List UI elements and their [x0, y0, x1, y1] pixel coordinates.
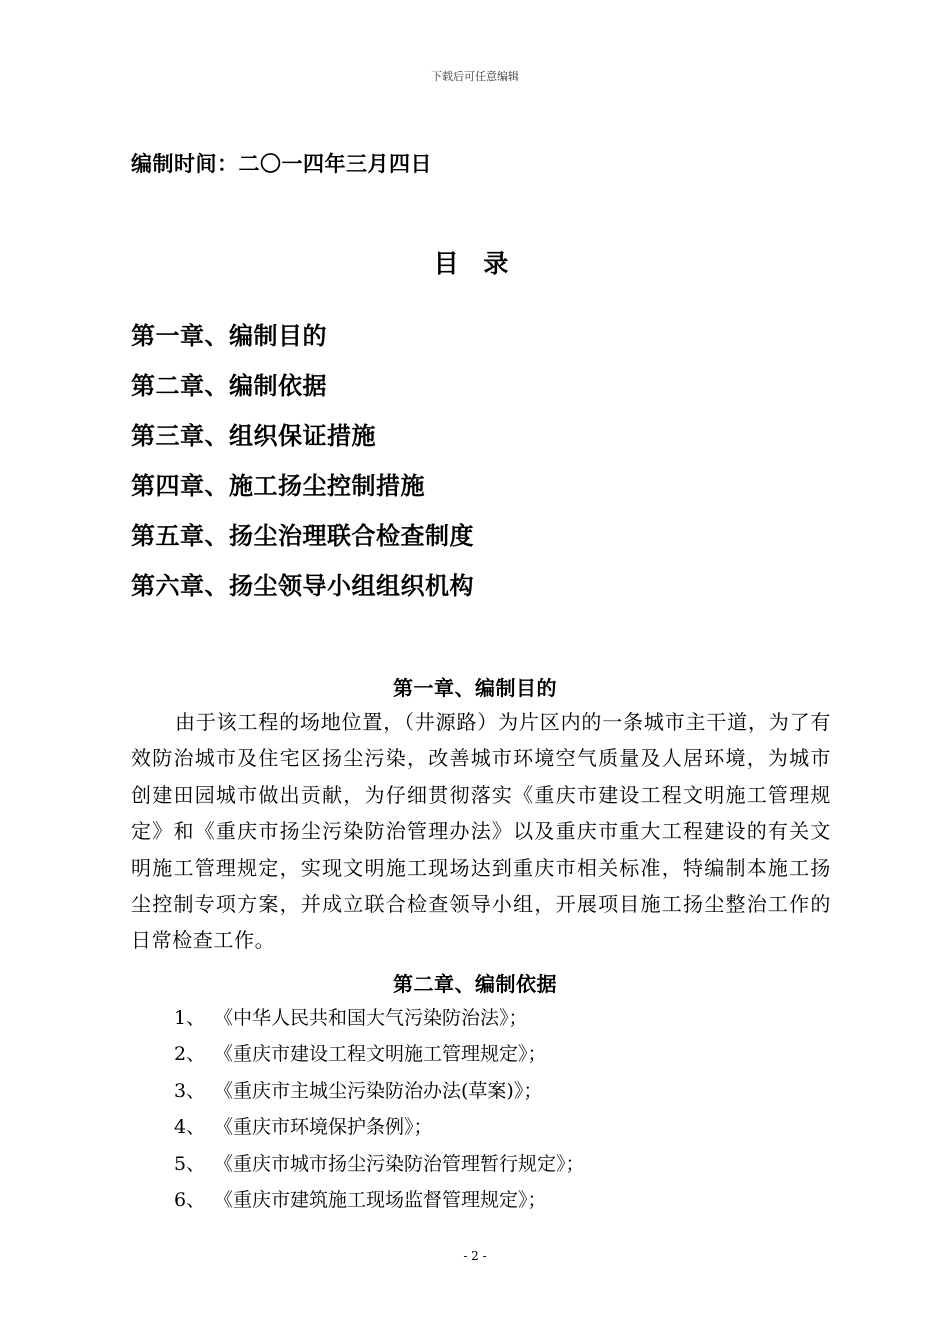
- table-of-contents: [131, 316, 474, 616]
- list-item-number: 3、: [174, 1079, 206, 1102]
- list-item: [174, 1109, 585, 1145]
- list-item: [174, 1000, 585, 1036]
- list-item: [174, 1073, 585, 1109]
- list-item-text: 《重庆市建筑施工现场监督管理规定》；: [214, 1188, 547, 1211]
- toc-title: 目 录: [433, 249, 517, 278]
- header-note: 下载后可任意编辑: [431, 70, 519, 83]
- list-item: [174, 1182, 585, 1218]
- basis-list: [174, 1000, 585, 1218]
- toc-item-chapter-5[interactable]: 第五章、扬尘治理联合检查制度: [131, 522, 474, 550]
- list-item-number: 1、: [174, 1007, 206, 1029]
- list-item-text: 《重庆市主城尘污染防治办法(草案)》；: [214, 1079, 543, 1102]
- toc-item-chapter-4[interactable]: 第四章、施工扬尘控制措施: [131, 472, 425, 500]
- toc-item-chapter-3[interactable]: 第三章、组织保证措施: [131, 422, 376, 450]
- list-item-number: 4、: [174, 1116, 206, 1139]
- toc-item-chapter-1[interactable]: 第一章、编制目的: [131, 322, 327, 350]
- compile-date: 编制时间：二〇一四年三月四日: [131, 152, 432, 176]
- list-item: [174, 1146, 585, 1182]
- list-item-number: 6、: [174, 1188, 206, 1211]
- toc-item-chapter-6[interactable]: 第六章、扬尘领导小组组织机构: [131, 572, 474, 600]
- list-item-number: 5、: [174, 1152, 206, 1175]
- toc-item-chapter-2[interactable]: 第二章、编制依据: [131, 372, 327, 400]
- chapter-1-paragraph: 由于该工程的场地位置，（井源路）为片区内的一条城市主干道，为了有效防治城市及住宅区扬尘污染，改善城市环境空气质量及人居环境，为城市创建田园城市做出贡献，为仔细贯彻落实《重庆市建设工程文明施工管理规定》和《重庆市扬尘污染防治管理办法》以及重庆市重大工程建设的有关文明施工管理规定，实现文明施工现场达到重庆市相关标准，特编制本施工扬尘控制专项方案，并成立联合检查领导小组，开展项目施工扬尘整治工作的日常检查工作。: [131, 710, 831, 953]
- chapter-2-heading: 第二章、编制依据: [393, 972, 557, 996]
- list-item-number: 2、: [174, 1043, 206, 1066]
- list-item-text: 《重庆市建设工程文明施工管理规定》；: [214, 1043, 547, 1066]
- page-number: - 2 -: [463, 1249, 487, 1263]
- list-item-text: 《重庆市环境保护条例》；: [214, 1116, 433, 1139]
- chapter-1-heading: 第一章、编制目的: [393, 676, 557, 700]
- list-item: [174, 1036, 585, 1072]
- list-item-text: 《重庆市城市扬尘污染防治管理暂行规定》；: [214, 1152, 585, 1175]
- list-item-text: 《中华人民共和国大气污染防治法》；: [214, 1007, 528, 1029]
